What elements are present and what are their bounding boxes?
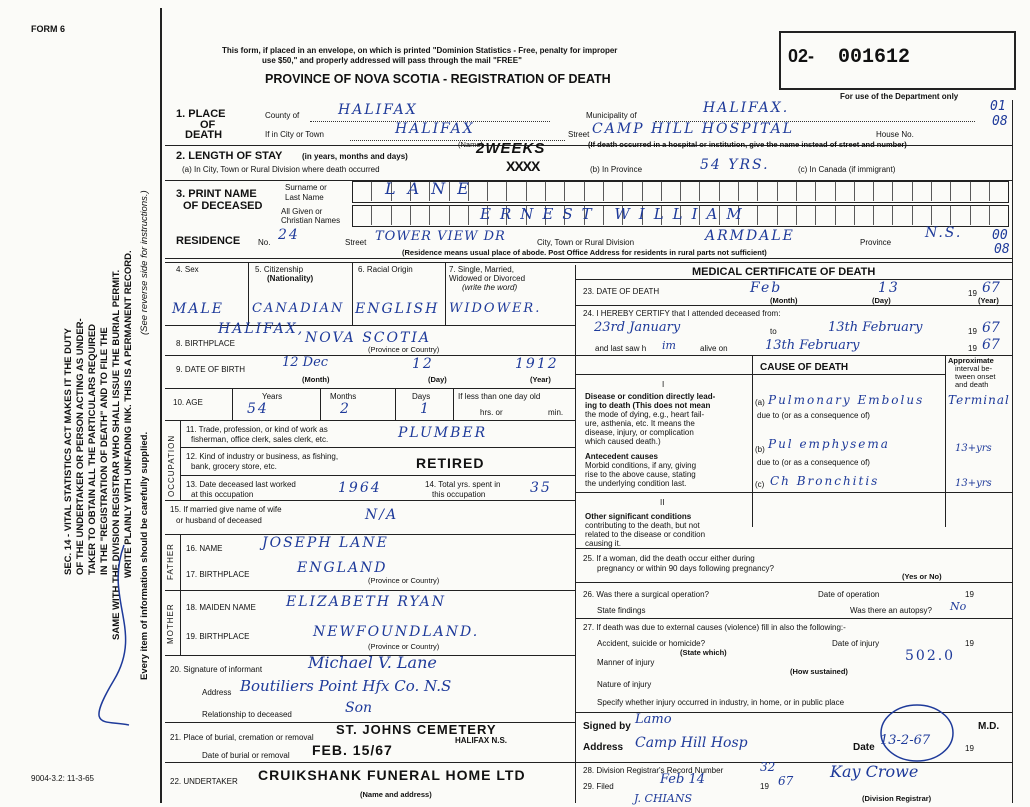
other-sig-3: related to the disease or condition	[585, 530, 706, 539]
signed-address-value: Camp Hill Hosp	[635, 735, 748, 751]
other-sig-4: causing it.	[585, 539, 622, 548]
last-name-label: Last Name	[285, 193, 324, 202]
occupation-vertical: OCCUPATION	[167, 434, 176, 497]
cause-title: CAUSE OF DEATH	[760, 362, 849, 373]
cause-line-2	[575, 492, 1012, 493]
pen-scribble	[84, 540, 154, 730]
given-label: All Given or	[281, 207, 323, 216]
stay-a-value: 2WEEKS	[476, 140, 546, 157]
signed-date-label: Date	[853, 742, 875, 753]
mother-birth-label: 19. BIRTHPLACE	[186, 632, 250, 641]
death-day-hint: (Day)	[872, 296, 891, 305]
antecedent-label-3: rise to the above cause, stating	[585, 470, 696, 479]
res-no-value: 24	[278, 227, 300, 243]
nationality-label: (Nationality)	[267, 274, 314, 283]
col-cit	[352, 262, 353, 325]
hospital-value: CAMP HILL HOSPITAL	[592, 121, 795, 137]
municipality-value: HALIFAX.	[703, 100, 790, 116]
name-address-hint: (Name and address)	[360, 790, 432, 799]
dob-day-value: 12	[412, 356, 434, 372]
hospital-hint: (If death occurred in a hospital or institution, give the name instead of street and number)	[588, 140, 907, 149]
med-divider	[575, 265, 576, 803]
province-label: Province	[860, 238, 892, 247]
nineteen-6: 19	[965, 744, 974, 753]
total-years-label-2: this occupation	[432, 490, 486, 499]
cause-c: (c)	[755, 480, 765, 489]
sidebar-note: Every item of information should be carefully supplied.	[139, 431, 150, 680]
attend-from-value: 23rd January	[594, 320, 681, 335]
age-col-4	[453, 388, 454, 420]
res-prov-value: N.S.	[925, 225, 963, 241]
father-birth-hint: (Province or Country)	[368, 576, 440, 585]
mail-notice-line-2: use $50," and properly addressed will pass through the mail "FREE"	[262, 56, 522, 65]
given-value: ERNEST WILLIAM	[480, 205, 751, 223]
last-saw-year: 67	[982, 337, 1000, 353]
cause-line-3	[575, 548, 1012, 549]
dept-code-2: 08	[992, 114, 1008, 129]
attend-to-value: 13th February	[828, 320, 923, 335]
month-hint: (Month)	[302, 375, 330, 384]
marital-label-3: (write the word)	[462, 283, 518, 292]
trade-value: PLUMBER	[398, 425, 488, 441]
antecedent-label-2: Morbid conditions, if any, giving	[585, 461, 697, 470]
state-findings-label: State findings	[597, 606, 646, 615]
medical-cert-title: MEDICAL CERTIFICATE OF DEATH	[692, 266, 876, 278]
form-footer-code: 9004-3.2: 11-3-65	[31, 774, 95, 783]
house-label: House No.	[876, 130, 914, 139]
alive-on-label: alive on	[700, 344, 728, 353]
burial-label: 21. Place of burial, cremation or removal	[170, 733, 314, 742]
age-col-2	[320, 388, 321, 420]
injury-code: 502.0	[905, 648, 956, 664]
informant-signature: Michael V. Lane	[308, 653, 437, 672]
signed-by-label: Signed by	[583, 721, 631, 732]
date-op-label: Date of operation	[818, 590, 880, 599]
disease-label-3: the mode of dying, e.g., heart fail-	[585, 410, 705, 419]
relationship-label: Relationship to deceased	[202, 710, 292, 719]
date-injury-label: Date of injury	[832, 639, 880, 648]
how-hint: (How sustained)	[790, 667, 848, 676]
father-birth-label: 17. BIRTHPLACE	[186, 570, 250, 579]
mail-notice-line-1: This form, if placed in an envelope, on which is printed "Dominion Statistics - Free, penalty for improper	[222, 46, 618, 55]
spouse-label-2: or husband of deceased	[176, 516, 262, 525]
mother-birth-value: NEWFOUNDLAND.	[313, 624, 480, 640]
disease-label-1: Disease or condition directly lead-	[585, 392, 716, 401]
municipality-label: Municipality of	[586, 111, 637, 120]
industry-label-1: 12. Kind of industry or business, as fishing,	[186, 452, 339, 461]
disease-label-5: disease, injury, or complication	[585, 428, 694, 437]
divider-8	[165, 420, 575, 421]
sidebar-instruction-5: SAME WITH THE DIVISION REGISTRAR WHO SHALL ISSUE THE BURIAL PERMIT.	[111, 269, 122, 640]
cause-line-1	[575, 374, 945, 375]
divider-3	[165, 258, 1012, 259]
birth-prov-value: NOVA SCOTIA	[305, 330, 431, 346]
spouse-label-1: 15. If married give name of wife	[170, 505, 282, 514]
days-label: Days	[412, 392, 431, 401]
stay-a-label: (a) In City, Town or Rural Division where death occurred	[182, 165, 380, 174]
total-years-label-1: 14. Total yrs. spent in	[425, 480, 501, 489]
burial-place-value: ST. JOHNS CEMETERY	[336, 722, 497, 737]
stay-label: 2. LENGTH OF STAY	[176, 150, 283, 162]
cause2-interval: 13+yrs	[955, 443, 992, 454]
res-hint: (Residence means usual place of abode. Post Office Address for residents in rural parts not sufficient)	[402, 248, 767, 257]
age-months-value: 2	[340, 401, 351, 417]
death-year-hint: (Year)	[978, 296, 999, 305]
dept-use-note: For use of the Department only	[840, 92, 959, 101]
divider-9	[165, 500, 575, 501]
county-label: County of	[265, 111, 300, 120]
day-hint: (Day)	[428, 375, 447, 384]
med-title-line	[575, 279, 1012, 280]
mother-birth-hint: (Province or Country)	[368, 642, 440, 651]
med-line-2	[575, 355, 1012, 356]
informant-label: 20. Signature of informant	[170, 665, 263, 674]
city-value: HALIFAX	[395, 121, 475, 137]
registration-prefix: 02-	[788, 46, 815, 66]
of-label: OF	[200, 119, 216, 131]
res-city-label: City, Town or Rural Division	[537, 238, 635, 247]
filed-value: Feb 14	[660, 772, 705, 787]
print-name-label: 3. PRINT NAME	[176, 188, 257, 200]
sidebar-note-2: (See reverse side for instructions.)	[139, 190, 150, 335]
industry-label-2: bank, grocery store, etc.	[191, 462, 277, 471]
dept-code-1: 01	[990, 99, 1006, 114]
stay-hint: (in years, months and days)	[302, 152, 408, 161]
to-label: to	[770, 327, 777, 336]
age-days-value: 1	[420, 401, 431, 417]
nineteen-4: 19	[965, 590, 974, 599]
birthplace-label: 8. BIRTHPLACE	[176, 339, 235, 348]
stay-b-value: 54 YRS.	[700, 157, 770, 173]
right-border	[1012, 100, 1013, 803]
autopsy-value: No	[950, 600, 967, 613]
nineteen-5: 19	[965, 639, 974, 648]
registrar-signature: Kay Crowe	[830, 762, 919, 781]
dob-month-value: 12 Dec	[282, 355, 329, 370]
certify-label: 24. I HEREBY CERTIFY that I attended deceased from:	[583, 309, 781, 318]
occ-col	[180, 420, 181, 500]
age-col-1	[232, 388, 233, 420]
antecedent-label-1: Antecedent causes	[585, 452, 658, 461]
father-name-label: 16. NAME	[186, 544, 223, 553]
death-label: DEATH	[185, 129, 223, 141]
signed-address-label: Address	[583, 742, 624, 753]
dob-year-value: 1912	[515, 356, 559, 372]
relationship-value: Son	[345, 700, 373, 716]
burial-place-value-2: HALIFAX N.S.	[455, 736, 508, 745]
city-label: If in City or Town	[265, 130, 324, 139]
med-line-4	[575, 618, 1012, 619]
cause3-value: Ch Bronchitis	[770, 474, 880, 488]
disease-label-4: ure, asthenia, etc. It means the	[585, 419, 695, 428]
sidebar-instruction-3: TAKER TO OBTAIN ALL THE PARTICULARS REQUIRED	[87, 323, 98, 575]
res-street-value: TOWER VIEW DR	[375, 229, 506, 244]
last-saw-date: 13th February	[765, 338, 860, 353]
signed-by-value: Lamo	[635, 712, 672, 727]
sidebar-instruction-4: IN THE "REGISTRATION OF DEATH" AND TO FILE THE	[99, 327, 110, 575]
father-birth-value: ENGLAND	[297, 560, 388, 576]
mother-vertical: MOTHER	[166, 603, 175, 644]
approx-3: tween onset	[955, 372, 996, 381]
mother-maiden-value: ELIZABETH RYAN	[286, 594, 447, 610]
sex-label: 4. Sex	[176, 265, 199, 274]
main-left-border	[160, 8, 162, 803]
stamp-circle	[872, 700, 962, 766]
nineteen-3: 19	[968, 344, 977, 353]
of-deceased-label: OF DECEASED	[183, 200, 263, 212]
q29-label: 29. Filed	[583, 782, 614, 791]
dob-label: 9. DATE OF BIRTH	[176, 365, 246, 374]
death-month-hint: (Month)	[770, 296, 798, 305]
occ-line-1	[180, 447, 575, 448]
other-sig-1: Other significant conditions	[585, 512, 692, 521]
stay-b-label: (b) In Province	[590, 165, 643, 174]
cause2-value: Pul emphysema	[768, 437, 890, 451]
q25-line-2: pregnancy or within 90 days following pregnancy?	[597, 564, 774, 573]
manner-label: Manner of injury	[597, 658, 655, 667]
less-one-day-label: If less than one day old	[458, 392, 541, 401]
sex-value: MALE	[172, 301, 224, 317]
residence-label: RESIDENCE	[176, 235, 241, 247]
surname-label: Surname or	[285, 183, 327, 192]
autopsy-label: Was there an autopsy?	[850, 606, 932, 615]
antecedent-label-4: the underlying condition last.	[585, 479, 687, 488]
res-street-label: Street	[345, 238, 367, 247]
disease-label-2: ing to death (This does not mean	[585, 401, 711, 410]
nature-label: Nature of injury	[597, 680, 652, 689]
trade-label-1: 11. Trade, profession, or kind of work as	[186, 425, 328, 434]
years-label: Years	[262, 392, 283, 401]
age-col-3	[395, 388, 396, 420]
state-which-hint: (State which)	[680, 648, 727, 657]
other-sig-2: contributing to the death, but not	[585, 521, 700, 530]
cause3-interval: 13+yrs	[955, 478, 992, 489]
racial-value: ENGLISH	[355, 301, 440, 317]
mother-maiden-label: 18. MAIDEN NAME	[186, 603, 256, 612]
total-years-value: 35	[530, 480, 552, 496]
cause-b: (b)	[755, 445, 765, 454]
stay-a-struck: XXXX	[506, 158, 540, 174]
cause-col-2	[945, 355, 946, 527]
nineteen-7: 19	[760, 782, 769, 791]
divider-7	[165, 388, 575, 389]
col-sex	[248, 262, 249, 325]
age-label: 10. AGE	[173, 398, 203, 407]
sidebar-instruction-6: WRITE PLAINLY WITH UNFADING INK. THIS IS A PERMANENT RECORD.	[123, 250, 134, 578]
burial-date-label: Date of burial or removal	[202, 751, 290, 760]
marital-value: WIDOWER.	[449, 301, 542, 316]
age-years-value: 54	[247, 401, 269, 417]
spouse-value: N/A	[365, 507, 399, 523]
div-registrar-hint: (Division Registrar)	[862, 794, 932, 803]
signed-date-value: 13-2-67	[880, 733, 931, 748]
disease-label-6: which caused death.)	[585, 437, 661, 446]
industry-value: RETIRED	[416, 455, 485, 471]
q28-label: 28. Division Registrar's Record Number	[583, 766, 724, 775]
months-label: Months	[330, 392, 357, 401]
last-worked-label-1: 13. Date deceased last worked	[186, 480, 296, 489]
last-worked-value: 1964	[338, 480, 382, 496]
filed-by-value: J. CHIANS	[634, 792, 693, 805]
dept-code-4: 08	[994, 242, 1010, 257]
nineteen-1: 19	[968, 289, 977, 298]
last-saw-him: im	[662, 339, 676, 352]
divider-6	[165, 355, 575, 356]
col-race	[445, 262, 446, 325]
md-label: M.D.	[978, 721, 1000, 732]
place-label: 1. PLACE	[176, 108, 226, 120]
res-city-value: ARMDALE	[705, 228, 795, 244]
record-no-value: 32	[760, 760, 776, 774]
form-number: FORM 6	[31, 24, 66, 34]
racial-label: 6. Racial Origin	[358, 265, 413, 274]
stay-c-label: (c) In Canada (if immigrant)	[798, 165, 896, 174]
divider-11	[165, 590, 575, 591]
cause-a: (a)	[755, 398, 765, 407]
min-label: min.	[548, 408, 564, 417]
res-no-label: No.	[258, 238, 271, 247]
cause1-value: Pulmonary Embolus	[768, 393, 925, 407]
attend-to-year: 67	[982, 320, 1000, 336]
undertaker-label: 22. UNDERTAKER	[170, 777, 238, 786]
death-day-value: 13	[878, 280, 900, 296]
hrs-label: hrs. or	[480, 408, 503, 417]
burial-date-value: FEB. 15/67	[312, 742, 393, 758]
last-worked-label-2: at this occupation	[191, 490, 254, 499]
occ-line-2	[180, 475, 575, 476]
informant-address-label: Address	[202, 688, 232, 697]
registration-number: 001612	[838, 46, 911, 69]
med-line-1	[575, 305, 1012, 306]
last-saw-label: and last saw h	[595, 344, 647, 353]
undertaker-value: CRUIKSHANK FUNERAL HOME LTD	[258, 767, 526, 783]
trade-label-2: fisherman, office clerk, sales clerk, etc.	[191, 435, 329, 444]
q27-label: 27. If death was due to external causes (violence) fill in also the following:-	[583, 623, 846, 632]
marital-label-2: Widowed or Divorced	[449, 274, 526, 283]
father-col	[180, 534, 181, 590]
sidebar-instruction-1: SEC. 14 - VITAL STATISTICS ACT MAKES IT THE DUTY	[63, 327, 74, 575]
divider-4	[165, 262, 1012, 263]
birth-prov-hint: (Province or Country)	[368, 345, 440, 354]
approx-2: interval be-	[955, 364, 993, 373]
cause1-interval: Terminal	[948, 393, 1010, 407]
filed-year-value: 67	[778, 774, 794, 788]
cause-col-1	[752, 355, 753, 527]
med-line-3	[575, 582, 1012, 583]
approx-4: and death	[955, 380, 989, 389]
surname-value: LANE	[385, 179, 481, 198]
father-name-value: JOSEPH LANE	[262, 535, 389, 551]
street-label: Street	[568, 130, 590, 139]
death-month-value: Feb	[750, 280, 783, 296]
county-value: HALIFAX	[338, 102, 418, 118]
accident-label: Accident, suicide or homicide?	[597, 639, 706, 648]
nineteen-2: 19	[968, 327, 977, 336]
roman-1: I	[662, 380, 665, 389]
citizenship-label: 5. Citizenship	[255, 265, 304, 274]
death-year-value: 67	[982, 280, 1000, 296]
marital-label-1: 7. Single, Married,	[449, 265, 514, 274]
mother-col	[180, 590, 181, 655]
specify-label: Specify whether injury occurred in industry, in home, or in public place	[597, 698, 845, 707]
informant-address-value: Boutiliers Point Hfx Co. N.S	[240, 677, 452, 695]
citizenship-value: CANADIAN	[252, 301, 345, 316]
date-death-label: 23. DATE OF DEATH	[583, 287, 660, 296]
name-hint: (Name)	[458, 140, 484, 149]
form-title: PROVINCE OF NOVA SCOTIA - REGISTRATION OF DEATH	[265, 72, 611, 86]
q26-label: 26. Was there a surgical operation?	[583, 590, 709, 599]
roman-2: II	[660, 498, 665, 507]
year-hint: (Year)	[530, 375, 551, 384]
dept-code-3: 00	[992, 228, 1008, 243]
sidebar-instruction-2: OF THE UNDERTAKER OR PERSON ACTING AS UNDER-	[75, 318, 86, 575]
q25-line-1: 25. If a woman, did the death occur either during	[583, 554, 755, 563]
yes-no-hint: (Yes or No)	[902, 572, 942, 581]
father-vertical: FATHER	[166, 543, 175, 580]
birth-city-value: HALIFAX,	[218, 321, 305, 337]
due-to-2: due to (or as a consequence of)	[757, 458, 870, 467]
due-to-1: due to (or as a consequence of)	[757, 411, 870, 420]
christian-label: Christian Names	[281, 216, 341, 225]
approx-1: Approximate	[948, 356, 994, 365]
